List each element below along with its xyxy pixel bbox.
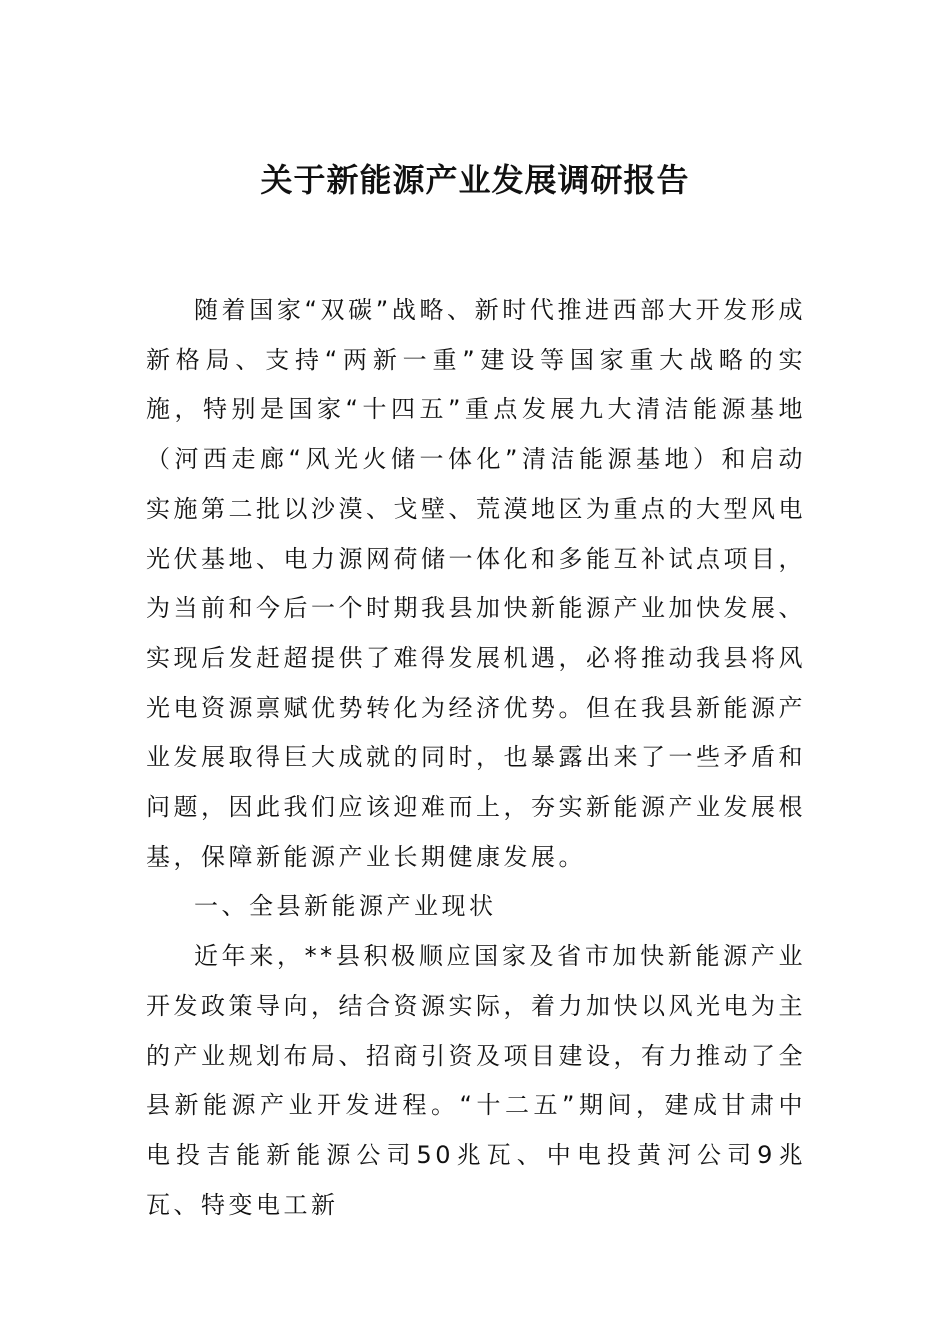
paragraph-status: 近年来，**县积极顺应国家及省市加快新能源产业开发政策导向，结合资源实际，着力加快以风光电为主的产业规划布局、招商引资及项目建设，有力推动了全县新能源产业开发进程。“十二五”期间，建成甘肃中电投吉能新能源公司50兆瓦、中电投黄河公司9兆瓦、特变电工新 [146,942,806,1219]
paragraph-intro: 随着国家“双碳”战略、新时代推进西部大开发形成新格局、支持“两新一重”建设等国家重大战略的实施，特别是国家“十四五”重点发展九大清洁能源基地（河西走廊“风光火储一体化”清洁能源基地）和启动实施第二批以沙漠、戈壁、荒漠地区为重点的大型风电光伏基地、电力源网荷储一体化和多能互补试点项目，为当前和今后一个时期我县加快新能源产业加快发展、实现后发赶超提供了难得发展机遇，必将推动我县将风光电资源禀赋优势转化为经济优势。但在我县新能源产业发展取得巨大成就的同时，也暴露出来了一些矛盾和问题，因此我们应该迎难而上，夯实新能源产业发展根基，保障新能源产业长期健康发展。 [146,296,806,871]
document-title: 关于新能源产业发展调研报告 [260,161,690,199]
document-body [146,286,806,1230]
section-heading-1: 一、全县新能源产业现状 [194,892,497,921]
